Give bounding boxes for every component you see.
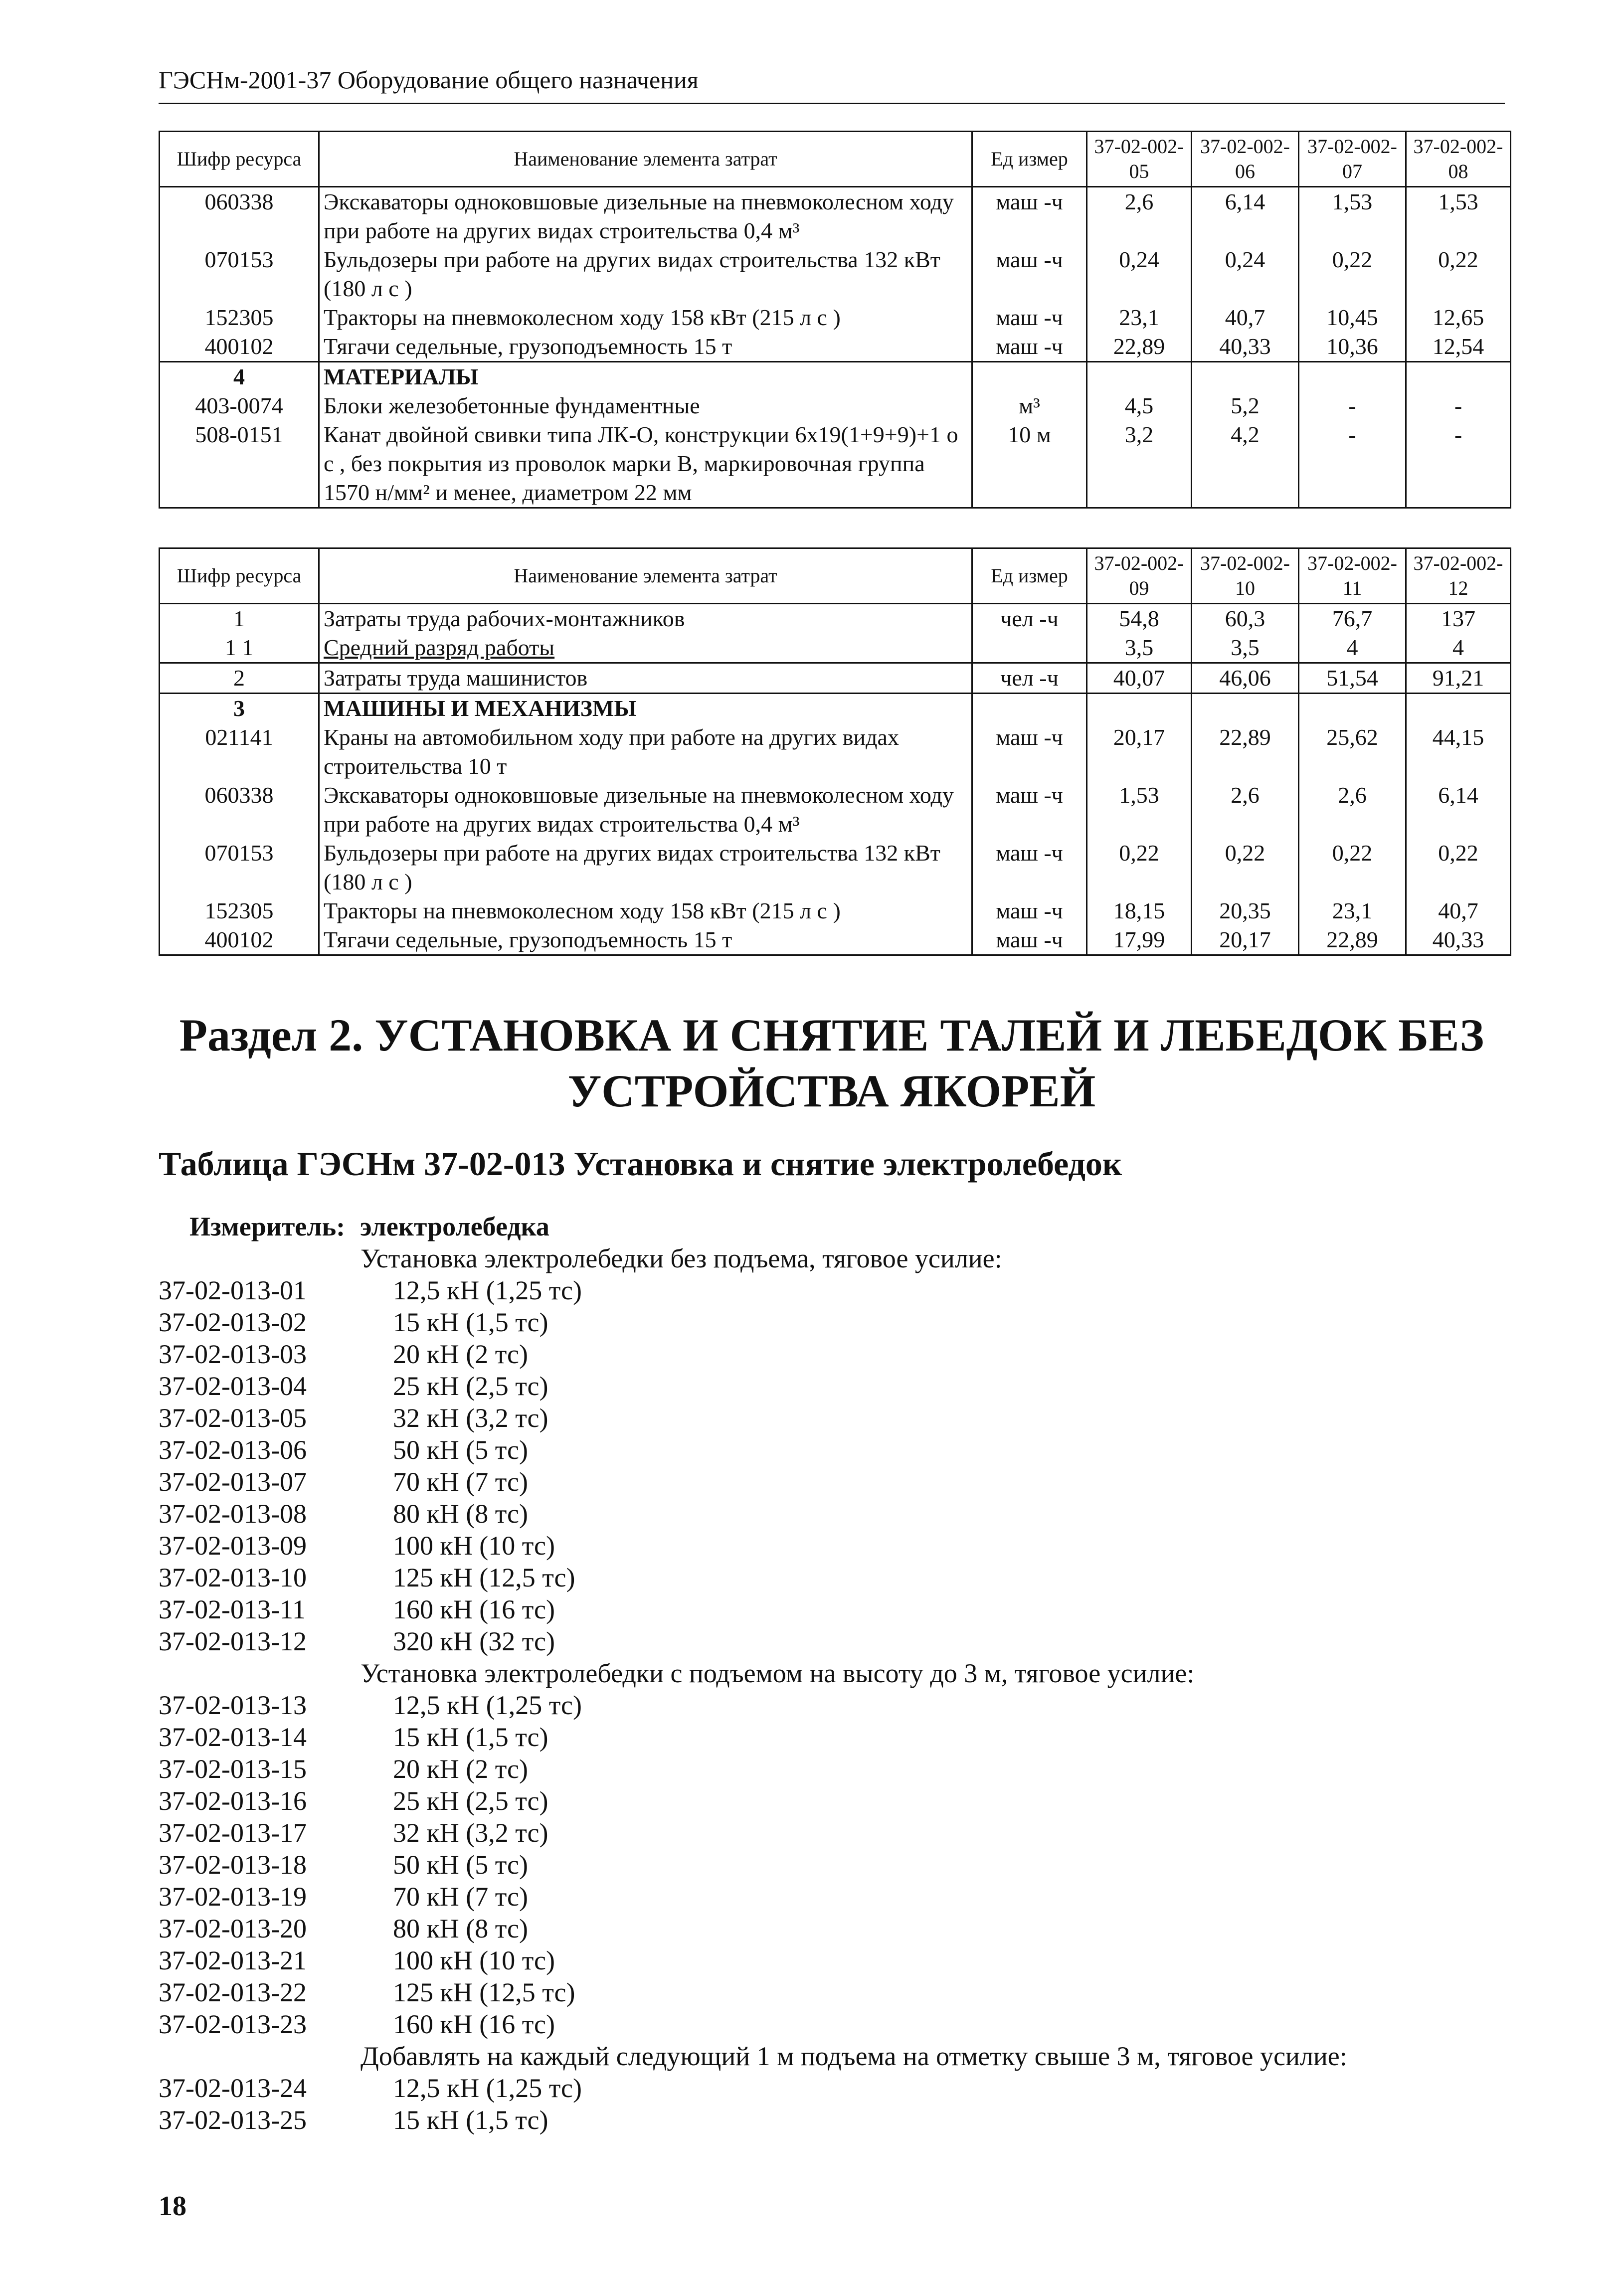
table-header-row — [160, 548, 1511, 604]
norm-code: 37-02-013-08 — [159, 1499, 307, 1529]
resource-unit: маш -ч — [972, 245, 1087, 303]
norm-code: 37-02-013-23 — [159, 2009, 307, 2039]
resource-code: 1 1 — [160, 633, 319, 663]
resource-value: 23,1 — [1299, 896, 1406, 925]
norm-value: 12,5 кН (1,25 тс) — [393, 2073, 582, 2103]
resource-name: Затраты труда машинистов — [319, 663, 972, 694]
list-item — [159, 1976, 1505, 2008]
resource-value: 44,15 — [1406, 723, 1511, 781]
section-title: Раздел 2. УСТАНОВКА И СНЯТИЕ ТАЛЕЙ И ЛЕБЕДОК БЕЗ УСТРОЙСТВА ЯКОРЕЙ — [179, 1010, 1484, 1116]
list-item — [159, 1498, 1505, 1530]
resource-value: 6,14 — [1406, 781, 1511, 839]
resource-code: 508-0151 — [160, 420, 319, 508]
resource-value: 0,22 — [1406, 839, 1511, 896]
table-header-row — [160, 132, 1511, 187]
resource-name: Канат двойной свивки типа ЛК-О, конструкции 6х19(1+9+9)+1 о с , без покрытия из проволок марки В, маркировочная группа 1570 н/мм² и менее, диаметром 22 мм — [319, 420, 972, 508]
norm-value: 50 кН (5 тс) — [393, 1850, 528, 1880]
resource-value: 3,5 — [1087, 633, 1192, 663]
resource-value: 51,54 — [1299, 663, 1406, 694]
resource-value: 5,2 — [1192, 391, 1299, 420]
norm-value: 20 кН (2 тс) — [393, 1339, 528, 1369]
resource-value: 0,22 — [1192, 839, 1299, 896]
resource-value: 60,3 — [1192, 604, 1299, 634]
table-row — [160, 332, 1511, 362]
measurer — [189, 1211, 564, 1242]
resource-code: 2 — [160, 663, 319, 694]
group-heading: Добавлять на каждый следующий 1 м подъема на отметку свыше 3 м, тяговое усилие: — [361, 2041, 1347, 2071]
resource-value: 4,2 — [1192, 420, 1299, 508]
table-row — [160, 896, 1511, 925]
table-row — [160, 362, 1511, 392]
resource-value: 40,33 — [1406, 925, 1511, 955]
table-row — [160, 723, 1511, 781]
resource-name-text: Средний разряд работы — [324, 635, 555, 660]
resource-name: Экскаваторы одноковшовые дизельные на пневмоколесном ходу при работе на других видах строительства 0,4 м³ — [319, 187, 972, 246]
norm-code: 37-02-013-20 — [159, 1914, 307, 1943]
norm-value: 50 кН (5 тс) — [393, 1435, 528, 1465]
norm-value: 32 кН (3,2 тс) — [393, 1403, 548, 1433]
resource-value: 18,15 — [1087, 896, 1192, 925]
norm-code: 37-02-013-24 — [159, 2073, 307, 2103]
norm-code: 37-02-013-03 — [159, 1339, 307, 1369]
header-name: Наименование элемента затрат — [319, 548, 972, 604]
resource-value: 12,65 — [1406, 303, 1511, 332]
header-code: Шифр ресурса — [160, 548, 319, 604]
resource-value: 12,54 — [1406, 332, 1511, 362]
table-title: Таблица ГЭСНм 37-02-013 Установка и снятие электролебедок — [159, 1145, 1122, 1183]
norm-code: 37-02-013-21 — [159, 1945, 307, 1975]
norm-value: 100 кН (10 тс) — [393, 1945, 555, 1975]
resource-value: 22,89 — [1087, 332, 1192, 362]
header-col: 37-02-002-07 — [1299, 132, 1406, 187]
list-item — [159, 1689, 1505, 1721]
norm-value: 125 кН (12,5 тс) — [393, 1563, 575, 1592]
resource-value: 6,14 — [1192, 187, 1299, 246]
header-unit: Ед измер — [972, 132, 1087, 187]
resource-value: 25,62 — [1299, 723, 1406, 781]
resource-value: - — [1406, 420, 1511, 508]
table-row — [160, 245, 1511, 303]
list-item — [159, 1625, 1505, 1657]
list-item — [159, 1593, 1505, 1625]
resource-value: - — [1299, 420, 1406, 508]
norm-value: 12,5 кН (1,25 тс) — [393, 1690, 582, 1720]
list-item — [159, 1753, 1505, 1785]
resource-name: Блоки железобетонные фундаментные — [319, 391, 972, 420]
resource-value: 20,35 — [1192, 896, 1299, 925]
resource-code: 021141 — [160, 723, 319, 781]
norm-value: 70 кН (7 тс) — [393, 1882, 528, 1912]
header-col: 37-02-002-11 — [1299, 548, 1406, 604]
resource-name: Краны на автомобильном ходу при работе на других видах строительства 10 т — [319, 723, 972, 781]
header-code: Шифр ресурса — [160, 132, 319, 187]
resource-value: 0,24 — [1192, 245, 1299, 303]
norm-code: 37-02-013-11 — [159, 1594, 306, 1624]
resource-value: 1,53 — [1087, 781, 1192, 839]
norm-value: 160 кН (16 тс) — [393, 2009, 555, 2039]
resource-value: 40,7 — [1406, 896, 1511, 925]
norm-value: 25 кН (2,5 тс) — [393, 1786, 548, 1816]
table-row — [160, 925, 1511, 955]
norm-code: 37-02-013-22 — [159, 1977, 307, 2007]
resource-value: 1,53 — [1299, 187, 1406, 246]
resource-value: - — [1299, 391, 1406, 420]
resource-code: 400102 — [160, 925, 319, 955]
list-item — [159, 2008, 1505, 2040]
norm-code: 37-02-013-14 — [159, 1722, 307, 1752]
resource-value: 23,1 — [1087, 303, 1192, 332]
table-row — [160, 420, 1511, 508]
resource-code: 060338 — [160, 187, 319, 246]
list-item — [159, 1434, 1505, 1466]
resource-name: Тягачи седельные, грузоподъемность 15 т — [319, 332, 972, 362]
norm-value: 320 кН (32 тс) — [393, 1626, 555, 1656]
header-unit: Ед измер — [972, 548, 1087, 604]
section-code: 4 — [160, 362, 319, 392]
running-header: ГЭСНм-2001-37 Оборудование общего назначения — [159, 66, 699, 94]
resource-code: 070153 — [160, 245, 319, 303]
resource-code: 070153 — [160, 839, 319, 896]
resource-name: Экскаваторы одноковшовые дизельные на пневмоколесном ходу при работе на других видах строительства 0,4 м³ — [319, 781, 972, 839]
resource-name: Тракторы на пневмоколесном ходу 158 кВт (215 л с ) — [319, 303, 972, 332]
resource-value: 2,6 — [1087, 187, 1192, 246]
resource-code: 152305 — [160, 896, 319, 925]
resource-code: 060338 — [160, 781, 319, 839]
section-code: 3 — [160, 694, 319, 723]
resource-unit: маш -ч — [972, 723, 1087, 781]
table-row — [160, 839, 1511, 896]
resource-value: 4 — [1299, 633, 1406, 663]
resource-code: 403-0074 — [160, 391, 319, 420]
resource-value: 2,6 — [1299, 781, 1406, 839]
list-item — [159, 2104, 1505, 2136]
resource-value: 137 — [1406, 604, 1511, 634]
list-item — [159, 1466, 1505, 1498]
resource-value: 0,22 — [1299, 839, 1406, 896]
resource-value: 3,2 — [1087, 420, 1192, 508]
resource-value: 4 — [1406, 633, 1511, 663]
norm-value: 15 кН (1,5 тс) — [393, 1722, 548, 1752]
group-heading: Установка электролебедки без подъема, тяговое усилие: — [361, 1243, 1002, 1273]
resource-unit: 10 м — [972, 420, 1087, 508]
header-col: 37-02-002-08 — [1406, 132, 1511, 187]
norm-code: 37-02-013-09 — [159, 1531, 307, 1561]
norm-code: 37-02-013-06 — [159, 1435, 307, 1465]
norm-code: 37-02-013-19 — [159, 1882, 307, 1912]
resource-value: 22,89 — [1192, 723, 1299, 781]
norm-value: 70 кН (7 тс) — [393, 1467, 528, 1497]
norm-code: 37-02-013-13 — [159, 1690, 307, 1720]
measurer-label: Измеритель: — [189, 1212, 346, 1241]
header-name: Наименование элемента затрат — [319, 132, 972, 187]
resource-name: Тягачи седельные, грузоподъемность 15 т — [319, 925, 972, 955]
page-number: 18 — [159, 2191, 186, 2222]
resource-code: 1 — [160, 604, 319, 634]
list-item — [159, 1306, 1505, 1338]
resource-value: 76,7 — [1299, 604, 1406, 634]
resource-value: - — [1406, 391, 1511, 420]
measurer-value: электролебедка — [360, 1212, 549, 1241]
table-row — [160, 187, 1511, 246]
header-col: 37-02-002-10 — [1192, 548, 1299, 604]
resource-unit: чел -ч — [972, 604, 1087, 634]
list-item — [159, 1562, 1505, 1593]
resource-code: 400102 — [160, 332, 319, 362]
resource-value: 2,6 — [1192, 781, 1299, 839]
list-item — [159, 2072, 1505, 2104]
resource-value: 40,07 — [1087, 663, 1192, 694]
resource-name: Бульдозеры при работе на других видах строительства 132 кВт (180 л с ) — [319, 839, 972, 896]
list-item — [159, 1338, 1505, 1370]
table-row — [160, 781, 1511, 839]
table-row — [160, 663, 1511, 694]
resource-value: 40,7 — [1192, 303, 1299, 332]
list-item — [159, 1817, 1505, 1849]
resource-value: 3,5 — [1192, 633, 1299, 663]
norm-value: 15 кН (1,5 тс) — [393, 2105, 548, 2135]
resource-value: 0,24 — [1087, 245, 1192, 303]
table-row — [160, 391, 1511, 420]
norm-value: 12,5 кН (1,25 тс) — [393, 1275, 582, 1305]
norm-value: 160 кН (16 тс) — [393, 1594, 555, 1624]
list-item — [159, 1881, 1505, 1913]
norm-value: 80 кН (8 тс) — [393, 1914, 528, 1943]
resource-value: 20,17 — [1087, 723, 1192, 781]
resource-value: 0,22 — [1299, 245, 1406, 303]
norm-code: 37-02-013-01 — [159, 1275, 307, 1305]
table-row — [160, 694, 1511, 723]
list-item — [159, 1913, 1505, 1944]
header-rule — [159, 103, 1505, 104]
norm-value: 80 кН (8 тс) — [393, 1499, 528, 1529]
norm-list — [159, 1242, 1505, 2136]
header-col: 37-02-002-05 — [1087, 132, 1192, 187]
resource-value: 46,06 — [1192, 663, 1299, 694]
list-item — [159, 1721, 1505, 1753]
resource-code: 152305 — [160, 303, 319, 332]
list-item — [159, 1530, 1505, 1562]
resource-unit: маш -ч — [972, 332, 1087, 362]
norm-code: 37-02-013-17 — [159, 1818, 307, 1848]
header-col: 37-02-002-12 — [1406, 548, 1511, 604]
resource-value: 4,5 — [1087, 391, 1192, 420]
resource-name: Тракторы на пневмоколесном ходу 158 кВт (215 л с ) — [319, 896, 972, 925]
resource-table-1 — [159, 131, 1511, 509]
table-row — [160, 633, 1511, 663]
resource-table-2 — [159, 547, 1511, 956]
resource-name — [319, 633, 972, 663]
list-item — [159, 1274, 1505, 1306]
resource-value: 22,89 — [1299, 925, 1406, 955]
resource-name: Бульдозеры при работе на других видах строительства 132 кВт (180 л с ) — [319, 245, 972, 303]
resource-value: 17,99 — [1087, 925, 1192, 955]
resource-unit: маш -ч — [972, 839, 1087, 896]
resource-unit: маш -ч — [972, 896, 1087, 925]
list-item — [159, 1402, 1505, 1434]
resource-value: 10,45 — [1299, 303, 1406, 332]
norm-code: 37-02-013-04 — [159, 1371, 307, 1401]
section-name: МАТЕРИАЛЫ — [319, 362, 972, 392]
norm-code: 37-02-013-07 — [159, 1467, 307, 1497]
list-item — [159, 1944, 1505, 1976]
table-row — [160, 303, 1511, 332]
norm-code: 37-02-013-02 — [159, 1307, 307, 1337]
resource-value: 40,33 — [1192, 332, 1299, 362]
resource-value: 0,22 — [1087, 839, 1192, 896]
group-heading: Установка электролебедки с подъемом на высоту до 3 м, тяговое усилие: — [361, 1658, 1195, 1688]
norm-value: 20 кН (2 тс) — [393, 1754, 528, 1784]
resource-unit: м³ — [972, 391, 1087, 420]
norm-code: 37-02-013-15 — [159, 1754, 307, 1784]
resource-value: 20,17 — [1192, 925, 1299, 955]
norm-code: 37-02-013-05 — [159, 1403, 307, 1433]
norm-value: 100 кН (10 тс) — [393, 1531, 555, 1561]
list-item — [159, 1785, 1505, 1817]
resource-unit: маш -ч — [972, 781, 1087, 839]
section-name: МАШИНЫ И МЕХАНИЗМЫ — [319, 694, 972, 723]
list-item — [159, 1370, 1505, 1402]
resource-value: 0,22 — [1406, 245, 1511, 303]
resource-name: Затраты труда рабочих-монтажников — [319, 604, 972, 634]
norm-code: 37-02-013-16 — [159, 1786, 307, 1816]
resource-unit: маш -ч — [972, 187, 1087, 246]
list-item — [159, 1849, 1505, 1881]
resource-unit: маш -ч — [972, 925, 1087, 955]
header-col: 37-02-002-09 — [1087, 548, 1192, 604]
table-row — [160, 604, 1511, 634]
norm-code: 37-02-013-18 — [159, 1850, 307, 1880]
resource-value: 1,53 — [1406, 187, 1511, 246]
norm-value: 125 кН (12,5 тс) — [393, 1977, 575, 2007]
norm-value: 32 кН (3,2 тс) — [393, 1818, 548, 1848]
norm-code: 37-02-013-10 — [159, 1563, 307, 1592]
resource-value: 54,8 — [1087, 604, 1192, 634]
resource-value: 91,21 — [1406, 663, 1511, 694]
norm-value: 15 кН (1,5 тс) — [393, 1307, 548, 1337]
resource-unit — [972, 633, 1087, 663]
norm-code: 37-02-013-12 — [159, 1626, 307, 1656]
resource-unit: маш -ч — [972, 303, 1087, 332]
resource-value: 10,36 — [1299, 332, 1406, 362]
norm-value: 25 кН (2,5 тс) — [393, 1371, 548, 1401]
header-col: 37-02-002-06 — [1192, 132, 1299, 187]
norm-code: 37-02-013-25 — [159, 2105, 307, 2135]
resource-unit: чел -ч — [972, 663, 1087, 694]
